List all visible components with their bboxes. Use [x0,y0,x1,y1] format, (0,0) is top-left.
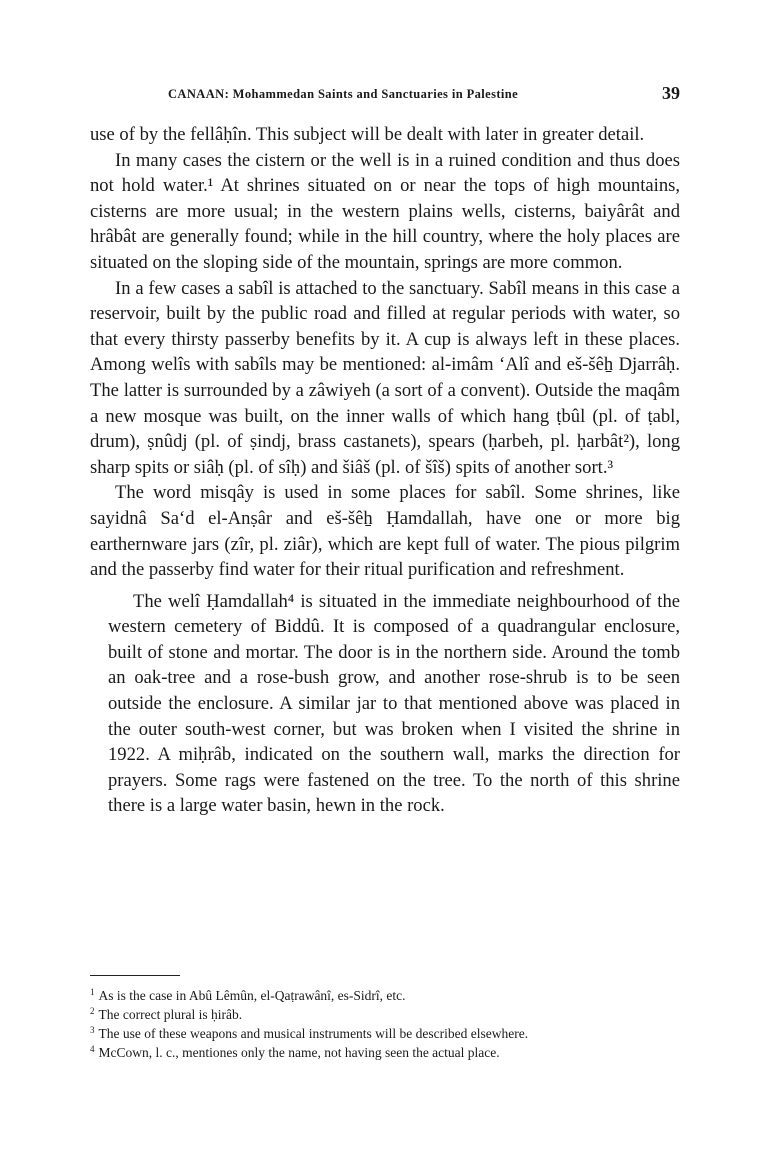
running-title: CANAAN: Mohammedan Saints and Sanctuaries in Palestine [168,87,519,101]
footnote-number: 1 [90,986,95,997]
paragraph-3: In a few cases a sabîl is attached to the sanctuary. Sabîl means in this case a reservoir, built by the public road and filled at regular periods with water, so that every thirsty passerby benefits by it. A cup is always left in these places. Among welîs with sabîls may be mentioned: al-imâm ‘Alî and eš-šêẖ Djarrâḥ. The latter is surrounded by a zâwiyeh (a sort of a convent). Outside the maqâm a new mosque was built, on the inner walls of which hang ṭbûl (pl. of ṭabl, drum), ṣnûdj (pl. of ṣindj, brass castanets), spears (ḥarbeh, pl. ḥarbât²), long sharp spits or siâḥ (pl. of sîḥ) and šiâš (pl. of šîš) spits of another sort.³ [90,277,680,478]
footnote-text: The correct plural is ḥirâb. [98,1007,243,1022]
footnote-text: As is the case in Abû Lêmûn, el-Qaṭrawânî, es-Sidrî, etc. [98,988,406,1003]
page-number: 39 [662,83,680,103]
body-text [90,122,680,819]
footnote-1 [90,986,680,1005]
footnote-text: The use of these weapons and musical instruments will be described elsewhere. [98,1026,529,1041]
footnote-3 [90,1024,680,1043]
paragraph-2: In many cases the cistern or the well is in a ruined condition and thus does not hold water.¹ At shrines situated on or near the tops of high mountains, cisterns are more usual; in the western plains wells, cisterns, baiyârât and hrâbât are generally found; while in the hill country, where the holy places are situated on the sloping side of the mountain, springs are more common. [90,149,680,273]
footnote-number: 4 [90,1043,95,1054]
paragraph-4: The word misqây is used in some places for sabîl. Some shrines, like sayidnâ Sa‘d el-Anṣâr and eš-šêẖ Ḥamdallah, have one or more big earthernware jars (zîr, pl. ziâr), which are kept full of water. The pious pilgrim and the passerby find water for their ritual purification and refreshment. [90,482,680,581]
footnote-number: 2 [90,1005,95,1016]
footnote-number: 3 [90,1024,95,1035]
paragraph-1: use of by the fellâḥîn. This subject will be dealt with later in greater detail. [90,124,645,145]
running-header [90,85,680,107]
footnote-divider [90,975,180,976]
footnote-4 [90,1043,680,1062]
footnote-text: McCown, l. c., mentiones only the name, not having seen the actual place. [98,1045,500,1060]
footnotes [90,986,680,1062]
paragraph-5: The welî Ḥamdallah⁴ is situated in the immediate neighbourhood of the western cemetery of Biddû. It is composed of a quadrangular enclosure, built of stone and mortar. The door is in the northern side. Around the tomb an oak-tree and a rose-bush grow, and another rose-shrub is to be seen outside the enclosure. A similar jar to that mentioned above was placed in the outer south-west corner, but was broken when I visited the shrine in 1922. A miḥrâb, indicated on the southern wall, marks the direction for prayers. Some rags were fastened on the tree. To the north of this shrine there is a large water basin, hewn in the rock. [108,590,680,817]
footnote-2 [90,1005,680,1024]
